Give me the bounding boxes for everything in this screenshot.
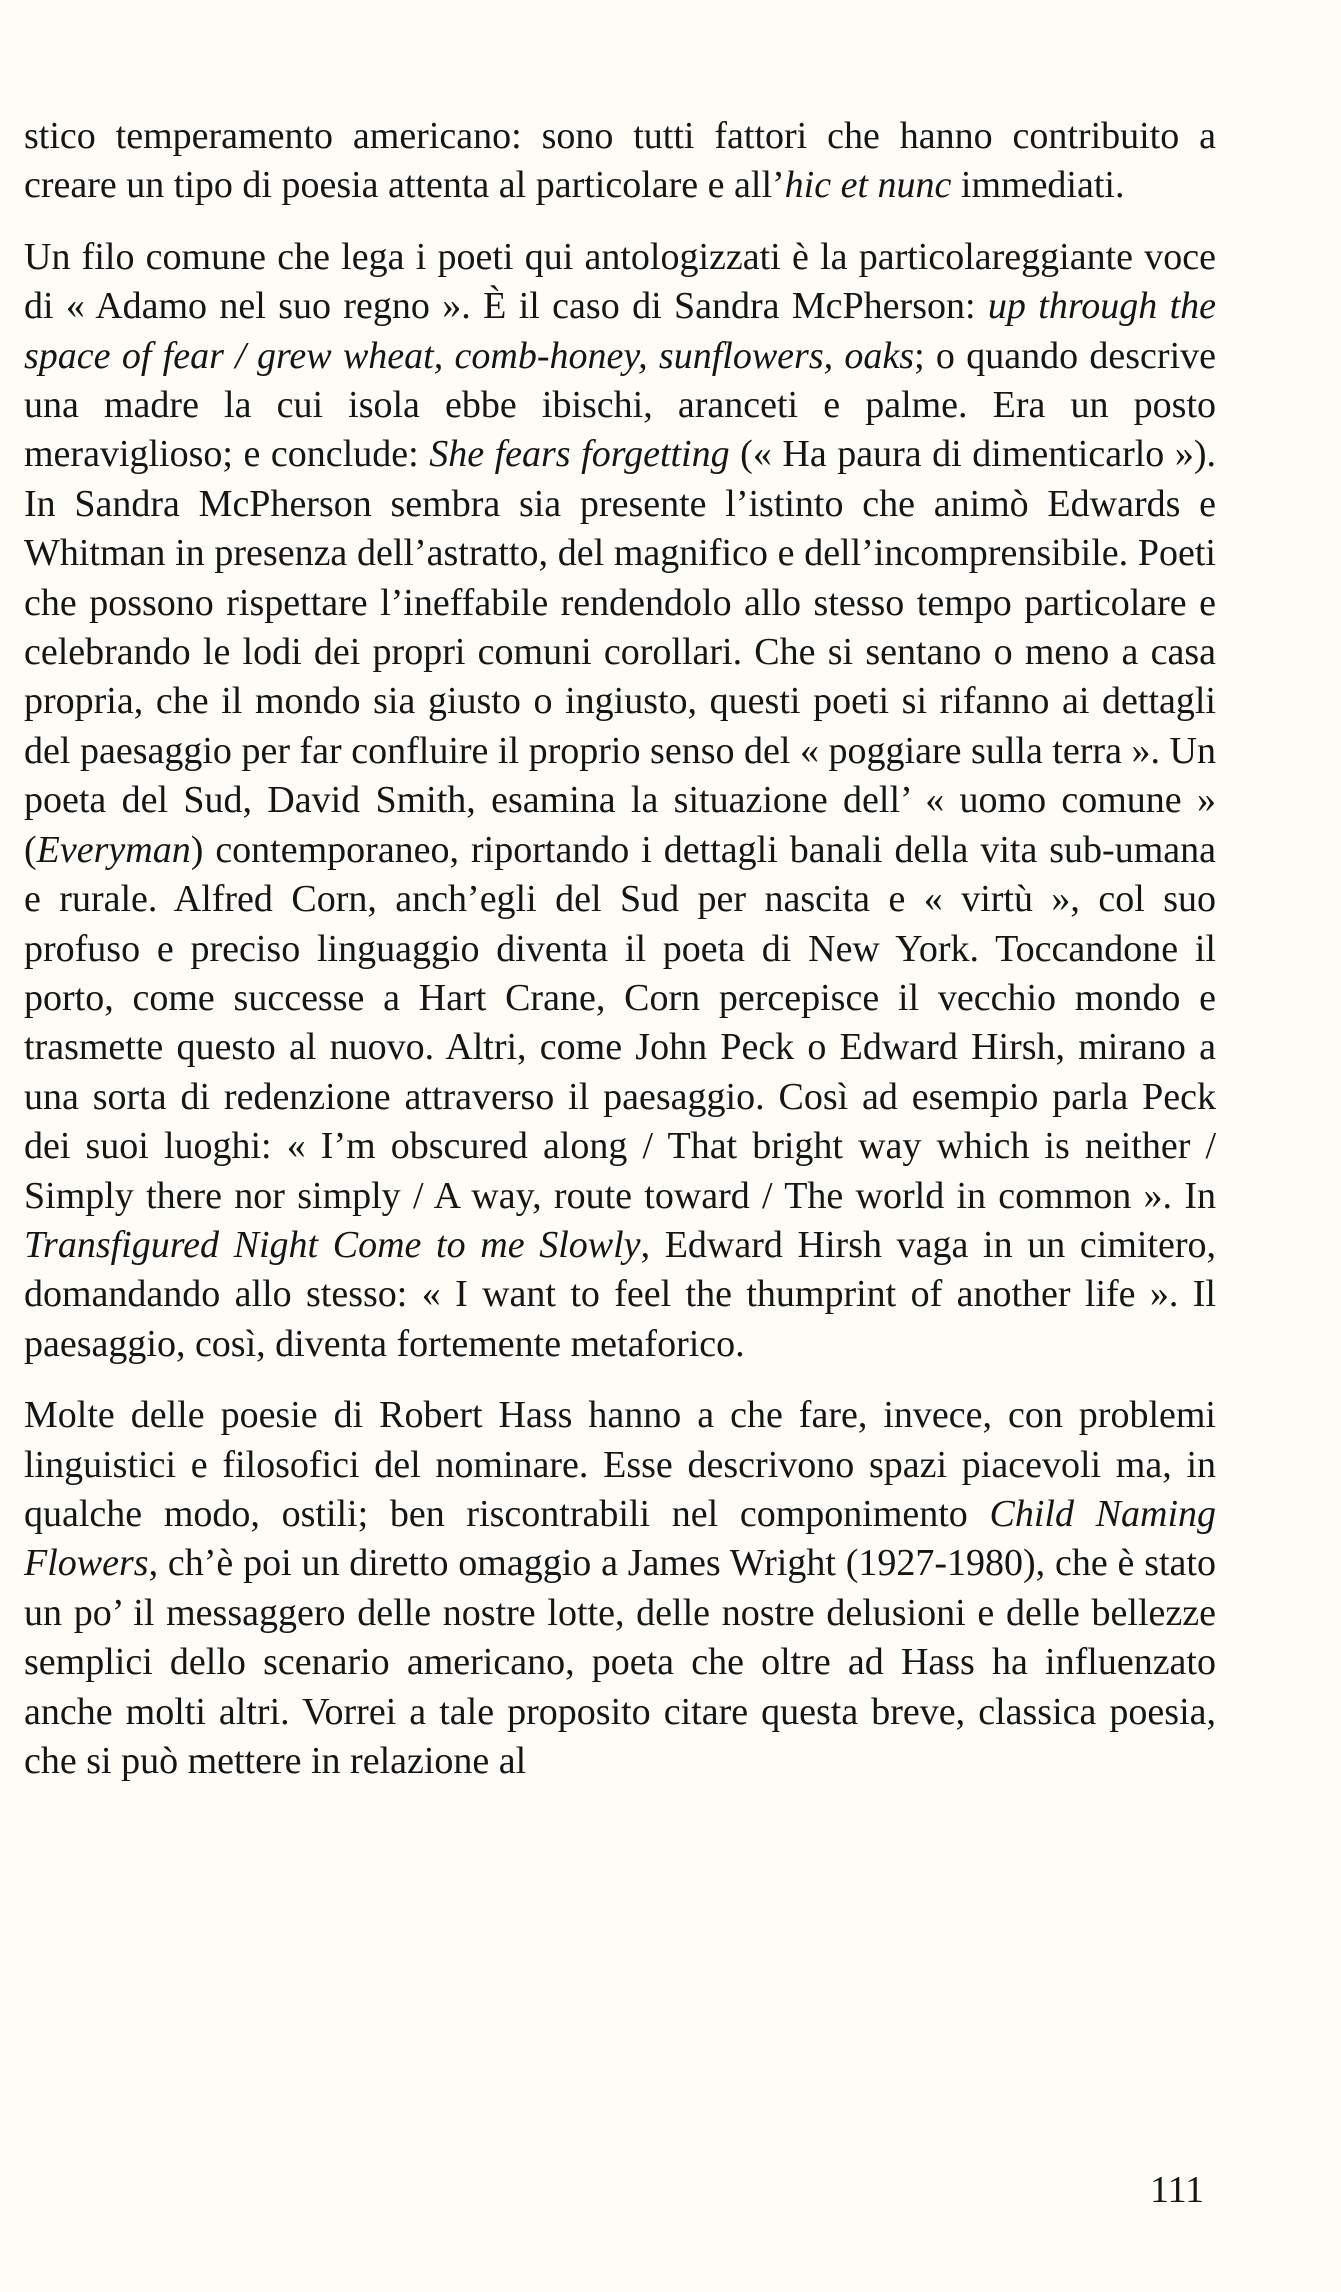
text-run: Molte delle poesie di Robert Hass hanno a che fare, invece, con problemi linguistici e filosofici del nominare. Esse descrivono spazi piacevoli ma, in qualche modo, ostili; ben riscontrabili nel componimento [24,1394,1216,1535]
text-run: stico temperamento americano: sono tutti fattori che hanno contribuito a creare un tipo di poesia attenta al particolare e all’ [24,115,1216,207]
text-run: Un filo comune che lega i poeti qui antologizzati è la particolareggiante voce di « Adamo nel suo regno ». È il caso di Sandra McPherson: [24,235,1216,328]
italic-text: She fears forgetting [429,433,730,476]
paragraph-3 [24,1391,1216,1786]
text-run: , ch’è poi un diretto omaggio a James Wright (1927-1980), che è stato un po’ il messaggero delle nostre lotte, delle nostre delusioni e delle bellezze semplici dello scenario americano, poeta che oltre ad Hass ha influenzato anche molti altri. Vorrei a tale proposito citare questa breve, classica poesia, che si può mettere in relazione al [24,1542,1216,1782]
italic-text: Everyman [36,828,191,871]
italic-text: Transfigured Night Come to me Slowly [24,1223,641,1266]
text-run: (« Ha paura di dimenticarlo »). In Sandra McPherson sembra sia presente l’istinto che animò Edwards e Whitman in presenza dell’astratto, del magnifico e dell’incomprensibile. Poeti che possono rispettare l’ineffabile rendendolo allo stesso tempo particolare e celebrando le lodi dei propri comuni corollari. Che si sentano o meno a casa propria, che il mondo sia giusto o ingiusto, questi poeti si rifanno ai dettagli del paesaggio per far confluire il proprio senso del « poggiare sulla terra ». Un poeta del Sud, David Smith, esamina la situazione dell’ « uomo comune » ( [24,433,1217,871]
italic-text: up through the space of fear / grew wheat, comb-honey, sunflowers, oaks [24,285,1216,377]
italic-text: Child Naming Flowers [24,1492,1216,1585]
page-number: 111 [1150,2169,1205,2211]
text-run: ) contemporaneo, riportando i dettagli banali della vita sub-umana e rurale. Alfred Corn, anch’egli del Sud per nascita e « virtù », col suo profuso e preciso linguaggio diventa il poeta di New York. Toccandone il porto, come successe a Hart Crane, Corn percepisce il vecchio mondo e trasmette questo al nuovo. Altri, come John Peck o Edward Hirsh, mirano a una sorta di redenzione attraverso il paesaggio. Così ad esempio parla Peck dei suoi luoghi: « I’m obscured along / That bright way which is neither / Simply there nor simply / A way, route toward / The world in common ». In [24,828,1216,1217]
body-text [24,112,1216,1786]
text-run: ; o quando descrive una madre la cui isola ebbe ibischi, aranceti e palme. Era un posto meraviglioso; e conclude: [24,334,1216,476]
text-run: immediati. [951,164,1125,207]
paragraph-2 [24,233,1216,1369]
text-run: , Edward Hirsh vaga in un cimitero, domandando allo stesso: « I want to feel the thumprint of another life ». Il paesaggio, così, diventa fortemente metaforico. [24,1223,1217,1365]
italic-text: hic et nunc [784,164,952,207]
paragraph-1 [24,112,1216,211]
